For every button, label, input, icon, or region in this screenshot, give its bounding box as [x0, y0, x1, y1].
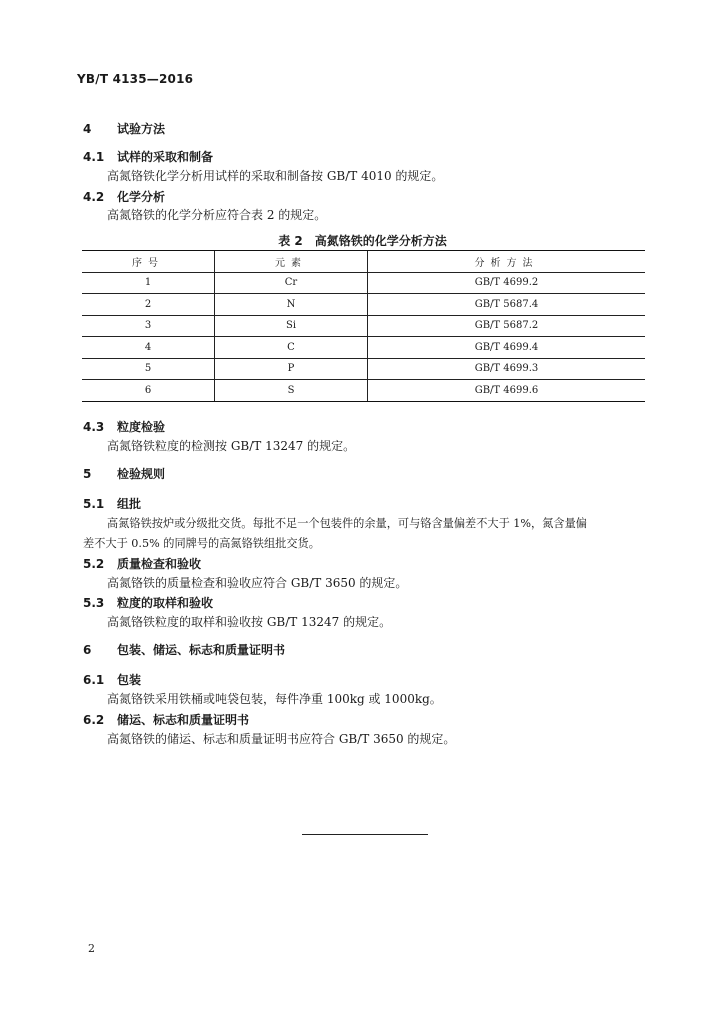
document-code: YB/T 4135—2016 — [77, 72, 194, 86]
cell-method: GB/T 4699.4 — [368, 337, 646, 359]
section-number: 6.1 — [83, 673, 105, 687]
header-method: 分析方法 — [368, 251, 646, 273]
section-5-3-text: 高氮铬铁粒度的取样和验收按 GB/T 13247 的规定。 — [107, 615, 392, 629]
cell-index: 5 — [82, 358, 215, 380]
section-6-2-text: 高氮铬铁的储运、标志和质量证明书应符合 GB/T 3650 的规定。 — [107, 732, 456, 746]
section-number: 6.2 — [83, 713, 105, 727]
header-element: 元素 — [215, 251, 368, 273]
section-6-1-heading — [83, 671, 141, 688]
section-number: 6 — [83, 643, 92, 657]
cell-element: P — [215, 358, 368, 380]
cell-method: GB/T 4699.6 — [368, 380, 646, 402]
cell-method: GB/T 4699.2 — [368, 272, 646, 294]
section-6-2-heading — [83, 711, 249, 728]
section-5-1-heading — [83, 495, 141, 512]
section-5-1-text-line-2: 差不大于 0.5% 的同牌号的高氮铬铁组批交货。 — [83, 537, 320, 550]
section-4-1-text: 高氮铬铁化学分析用试样的采取和制备按 GB/T 4010 的规定。 — [107, 169, 444, 183]
section-title: 粒度检验 — [117, 420, 166, 434]
cell-index: 4 — [82, 337, 215, 359]
section-4-heading — [83, 120, 165, 137]
section-5-2-text: 高氮铬铁的质量检查和验收应符合 GB/T 3650 的规定。 — [107, 576, 408, 590]
section-title: 储运、标志和质量证明书 — [117, 713, 250, 727]
section-title: 组批 — [117, 497, 142, 511]
section-6-heading — [83, 641, 285, 658]
section-4-2-heading — [83, 188, 165, 205]
section-number: 5 — [83, 467, 92, 481]
page-number: 2 — [88, 942, 95, 955]
table-row — [82, 294, 645, 316]
table-row — [82, 380, 645, 402]
cell-method: GB/T 5687.2 — [368, 315, 646, 337]
section-5-3-heading — [83, 594, 213, 611]
cell-element: S — [215, 380, 368, 402]
cell-element: N — [215, 294, 368, 316]
cell-index: 3 — [82, 315, 215, 337]
table-row — [82, 272, 645, 294]
section-title: 试验方法 — [117, 122, 166, 136]
section-title: 试样的采取和制备 — [117, 150, 214, 164]
section-title: 检验规则 — [117, 467, 166, 481]
cell-element: Cr — [215, 272, 368, 294]
section-4-3-heading — [83, 418, 165, 435]
analysis-methods-table — [82, 250, 645, 402]
section-4-1-heading — [83, 148, 213, 165]
table-row — [82, 315, 645, 337]
section-4-2-text: 高氮铬铁的化学分析应符合表 2 的规定。 — [107, 208, 327, 222]
section-number: 4.1 — [83, 150, 105, 164]
end-of-document-rule — [302, 834, 428, 835]
cell-index: 1 — [82, 272, 215, 294]
section-number: 4.3 — [83, 420, 105, 434]
header-index: 序号 — [82, 251, 215, 273]
table-header-row — [82, 251, 645, 273]
section-5-2-heading — [83, 555, 201, 572]
section-number: 5.3 — [83, 596, 105, 610]
cell-element: C — [215, 337, 368, 359]
section-number: 4.2 — [83, 190, 105, 204]
section-title: 质量检查和验收 — [117, 557, 202, 571]
cell-index: 6 — [82, 380, 215, 402]
section-number: 5.1 — [83, 497, 105, 511]
section-title: 包装 — [117, 673, 142, 687]
table-row — [82, 358, 645, 380]
section-6-1-text: 高氮铬铁采用铁桶或吨袋包装，每件净重 100kg 或 1000kg。 — [107, 692, 442, 706]
section-title: 包装、储运、标志和质量证明书 — [117, 643, 286, 657]
cell-element: Si — [215, 315, 368, 337]
section-5-heading — [83, 465, 165, 482]
table-caption: 表 2 高氮铬铁的化学分析方法 — [278, 234, 447, 248]
section-title: 化学分析 — [117, 190, 166, 204]
section-number: 4 — [83, 122, 92, 136]
section-number: 5.2 — [83, 557, 105, 571]
section-title: 粒度的取样和验收 — [117, 596, 214, 610]
cell-method: GB/T 5687.4 — [368, 294, 646, 316]
section-5-1-text-line-1: 高氮铬铁按炉或分级批交货。每批不足一个包装件的余量，可与铬含量偏差不大于 1%，氮含量偏 — [107, 517, 587, 530]
section-4-3-text: 高氮铬铁粒度的检测按 GB/T 13247 的规定。 — [107, 439, 356, 453]
cell-index: 2 — [82, 294, 215, 316]
cell-method: GB/T 4699.3 — [368, 358, 646, 380]
table-row — [82, 337, 645, 359]
